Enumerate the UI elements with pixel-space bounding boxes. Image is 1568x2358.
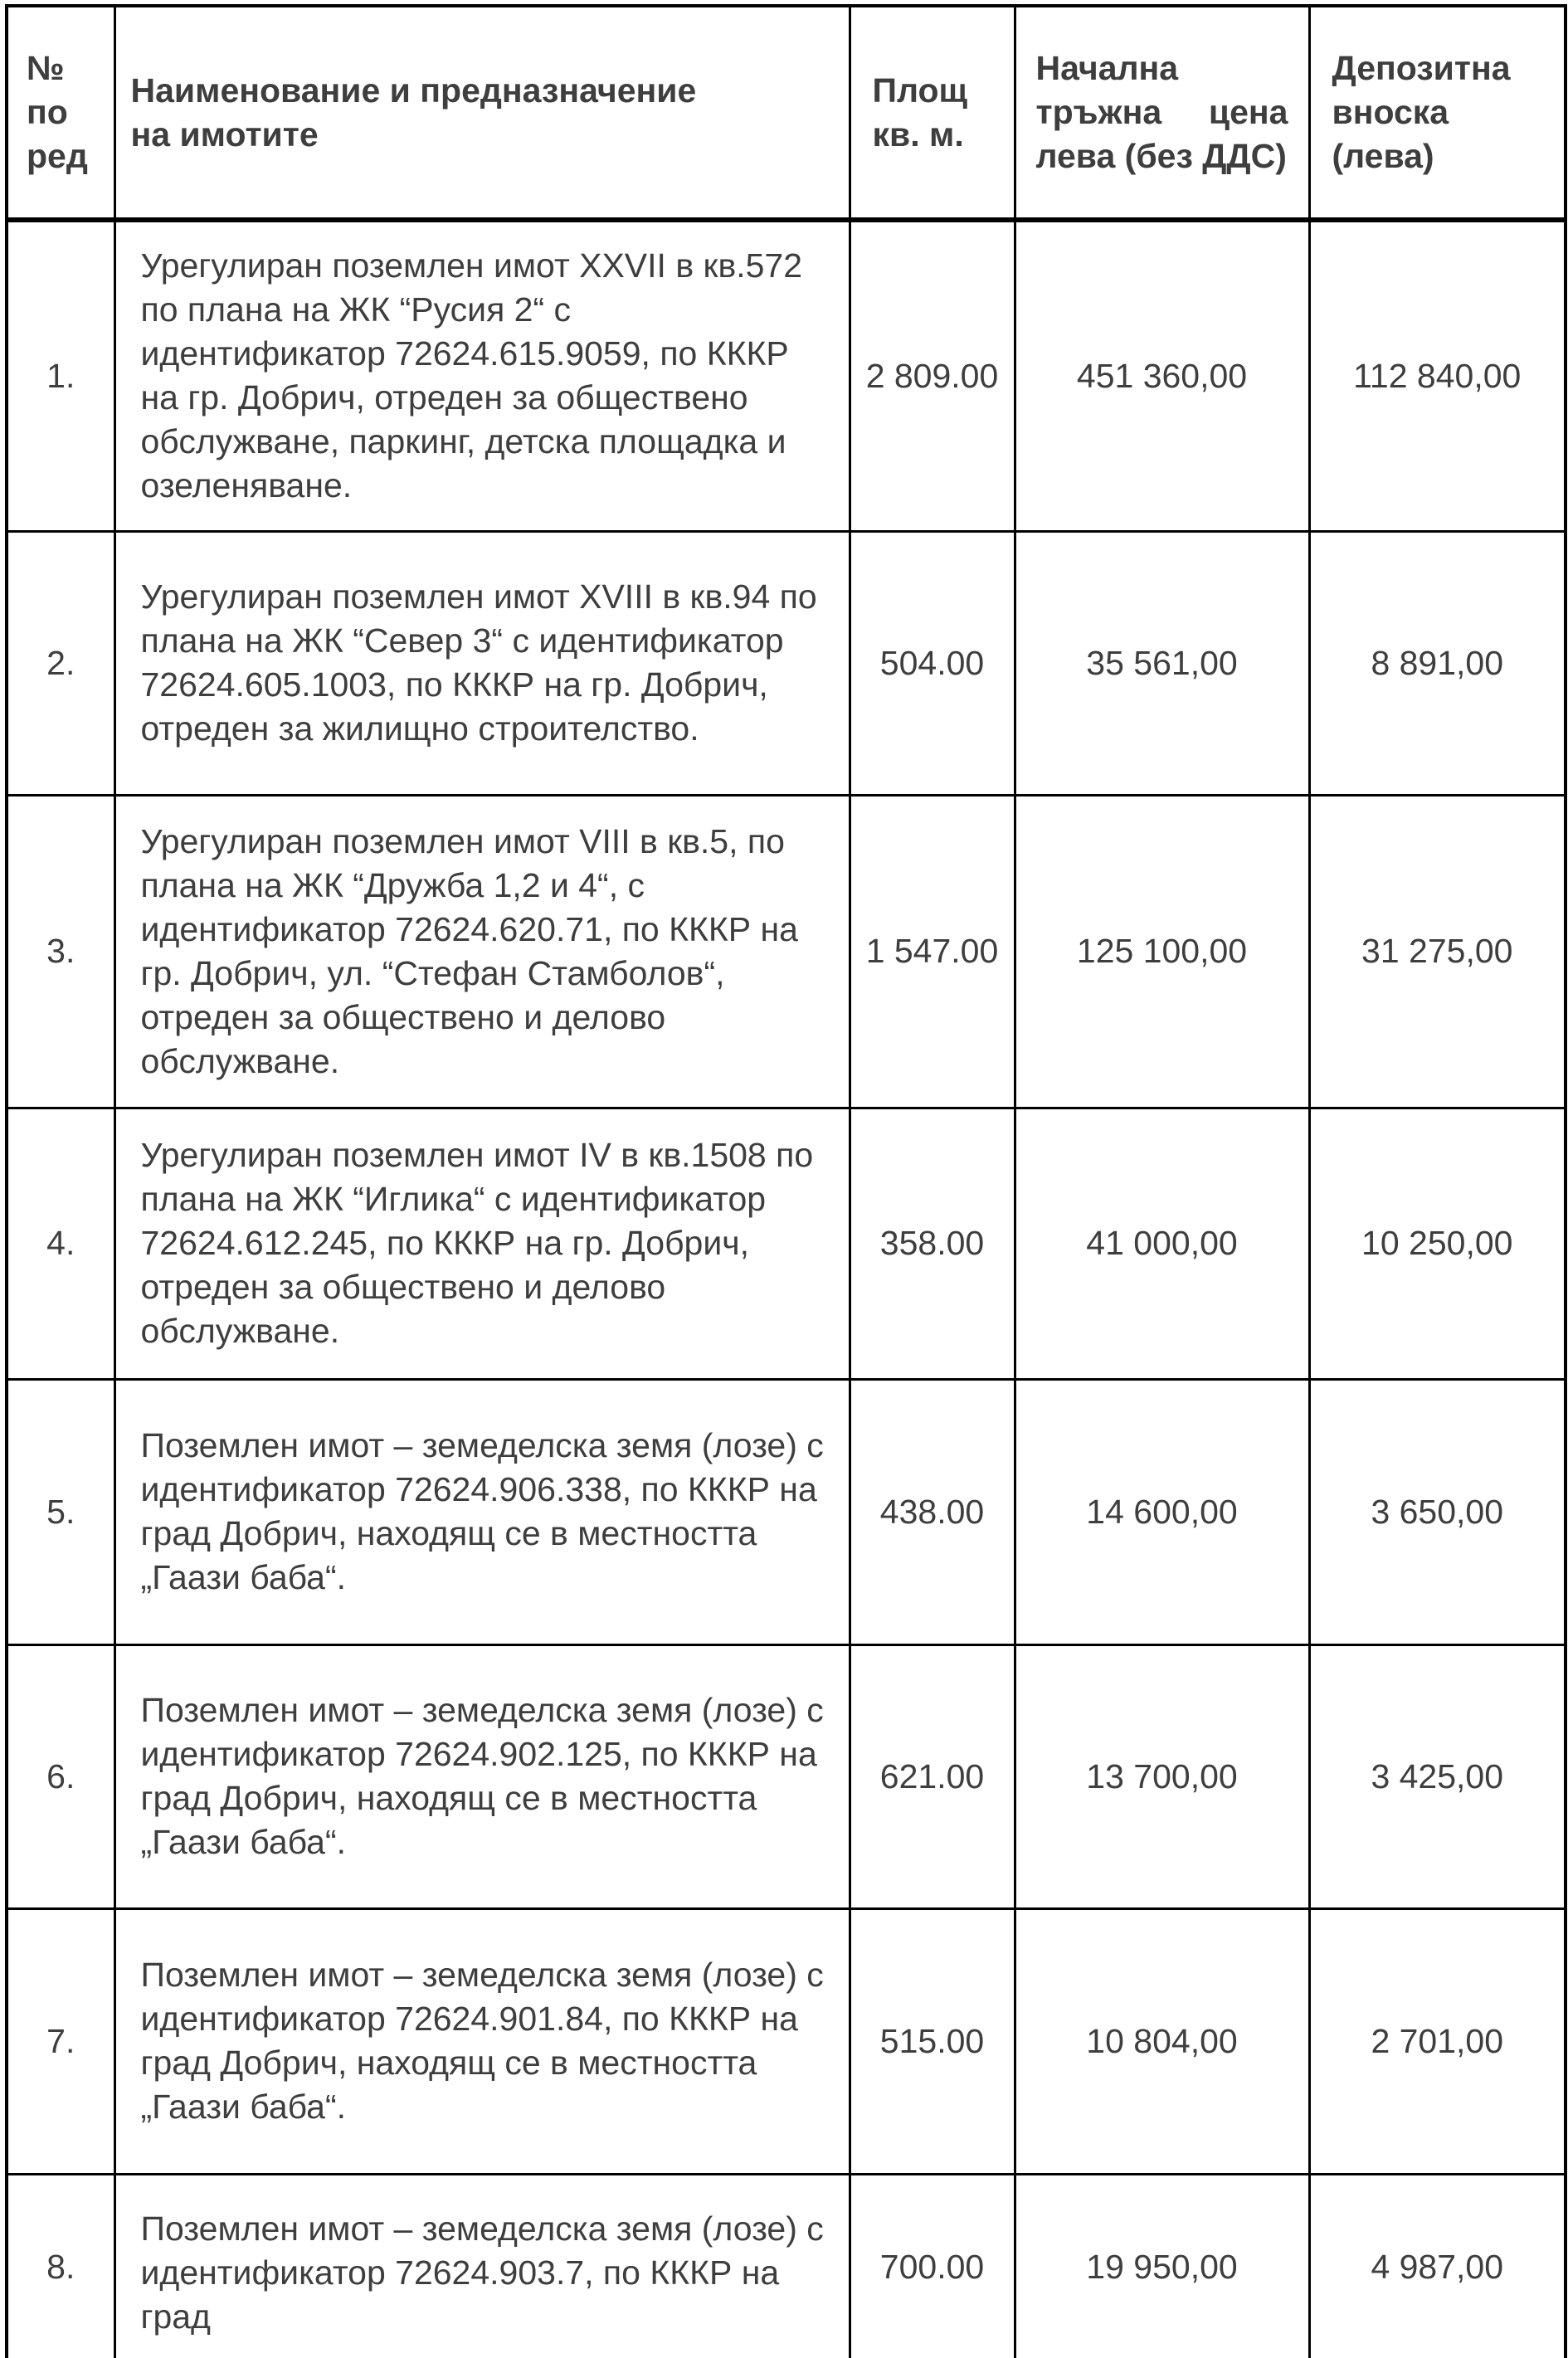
property-description-cell: Поземлен имот – земеделска земя (лозе) с идентификатор 72624.902.125, по КККР на град Добрич, находящ се в местността „Гаази баба“. bbox=[114, 1644, 850, 1908]
starting-price-cell: 41 000,00 bbox=[1015, 1108, 1309, 1379]
table-row bbox=[7, 220, 1566, 531]
starting-price-cell: 14 600,00 bbox=[1015, 1379, 1309, 1644]
table-row bbox=[7, 1108, 1566, 1379]
deposit-cell: 3 650,00 bbox=[1309, 1379, 1566, 1644]
starting-price-cell: 19 950,00 bbox=[1015, 2174, 1309, 2358]
area-cell: 515.00 bbox=[850, 1908, 1015, 2174]
starting-price-cell: 451 360,00 bbox=[1015, 220, 1309, 531]
property-description-cell: Урегулиран поземлен имот XVIII в кв.94 по плана на ЖК “Север 3“ с идентификатор 72624.605.1003, по КККР на гр. Добрич, отреден за жилищно строителство. bbox=[114, 531, 850, 795]
deposit-cell: 10 250,00 bbox=[1309, 1108, 1566, 1379]
row-number-cell: 3. bbox=[7, 795, 114, 1108]
header-deposit: Депозитна вноска (лева) bbox=[1309, 6, 1566, 220]
table-row bbox=[7, 795, 1566, 1108]
starting-price-cell: 35 561,00 bbox=[1015, 531, 1309, 795]
row-number-cell: 2. bbox=[7, 531, 114, 795]
header-area: Площ кв. м. bbox=[850, 6, 1015, 220]
property-description-cell: Поземлен имот – земеделска земя (лозе) с идентификатор 72624.901.84, по КККР на град Добрич, находящ се в местността „Гаази баба“. bbox=[114, 1908, 850, 2174]
deposit-cell: 112 840,00 bbox=[1309, 220, 1566, 531]
deposit-cell: 8 891,00 bbox=[1309, 531, 1566, 795]
area-cell: 358.00 bbox=[850, 1108, 1015, 1379]
property-description-cell: Поземлен имот – земеделска земя (лозе) с идентификатор 72624.906.338, по КККР на град Добрич, находящ се в местността „Гаази баба“. bbox=[114, 1379, 850, 1644]
row-number-cell: 7. bbox=[7, 1908, 114, 2174]
table-row bbox=[7, 531, 1566, 795]
deposit-cell: 3 425,00 bbox=[1309, 1644, 1566, 1908]
deposit-cell: 2 701,00 bbox=[1309, 1908, 1566, 2174]
area-cell: 1 547.00 bbox=[850, 795, 1015, 1108]
properties-table bbox=[5, 4, 1567, 2358]
starting-price-cell: 13 700,00 bbox=[1015, 1644, 1309, 1908]
header-price: Начална тръжна цена лева (без ДДС) bbox=[1015, 6, 1309, 220]
area-cell: 700.00 bbox=[850, 2174, 1015, 2358]
deposit-cell: 4 987,00 bbox=[1309, 2174, 1566, 2358]
property-description-cell: Поземлен имот – земеделска земя (лозе) с идентификатор 72624.903.7, по КККР на град bbox=[114, 2174, 850, 2358]
area-cell: 621.00 bbox=[850, 1644, 1015, 1908]
area-cell: 504.00 bbox=[850, 531, 1015, 795]
table-row bbox=[7, 1379, 1566, 1644]
table-row bbox=[7, 1908, 1566, 2174]
header-name: Наименование и предназначение на имотите bbox=[114, 6, 850, 220]
header-num: № по ред bbox=[7, 6, 114, 220]
table-header-row bbox=[7, 6, 1566, 220]
row-number-cell: 4. bbox=[7, 1108, 114, 1379]
area-cell: 438.00 bbox=[850, 1379, 1015, 1644]
row-number-cell: 1. bbox=[7, 220, 114, 531]
table-row bbox=[7, 1644, 1566, 1908]
row-number-cell: 8. bbox=[7, 2174, 114, 2358]
starting-price-cell: 125 100,00 bbox=[1015, 795, 1309, 1108]
table-row-clipped bbox=[7, 2174, 1566, 2358]
property-description-cell: Урегулиран поземлен имот IV в кв.1508 по плана на ЖК “Иглика“ с идентификатор 72624.612.245, по КККР на гр. Добрич, отреден за обществено и делово обслужване. bbox=[114, 1108, 850, 1379]
property-description-cell: Урегулиран поземлен имот XXVII в кв.572 по плана на ЖК “Русия 2“ с идентификатор 72624.615.9059, по КККР на гр. Добрич, отреден за обществено обслужване, паркинг, детска площадка и озеленяване. bbox=[114, 220, 850, 531]
area-cell: 2 809.00 bbox=[850, 220, 1015, 531]
starting-price-cell: 10 804,00 bbox=[1015, 1908, 1309, 2174]
row-number-cell: 6. bbox=[7, 1644, 114, 1908]
property-description-cell: Урегулиран поземлен имот VIII в кв.5, по плана на ЖК “Дружба 1,2 и 4“, с идентификатор 72624.620.71, по КККР на гр. Добрич, ул. “Стефан Стамболов“, отреден за обществено и делово обслужване. bbox=[114, 795, 850, 1108]
row-number-cell: 5. bbox=[7, 1379, 114, 1644]
deposit-cell: 31 275,00 bbox=[1309, 795, 1566, 1108]
